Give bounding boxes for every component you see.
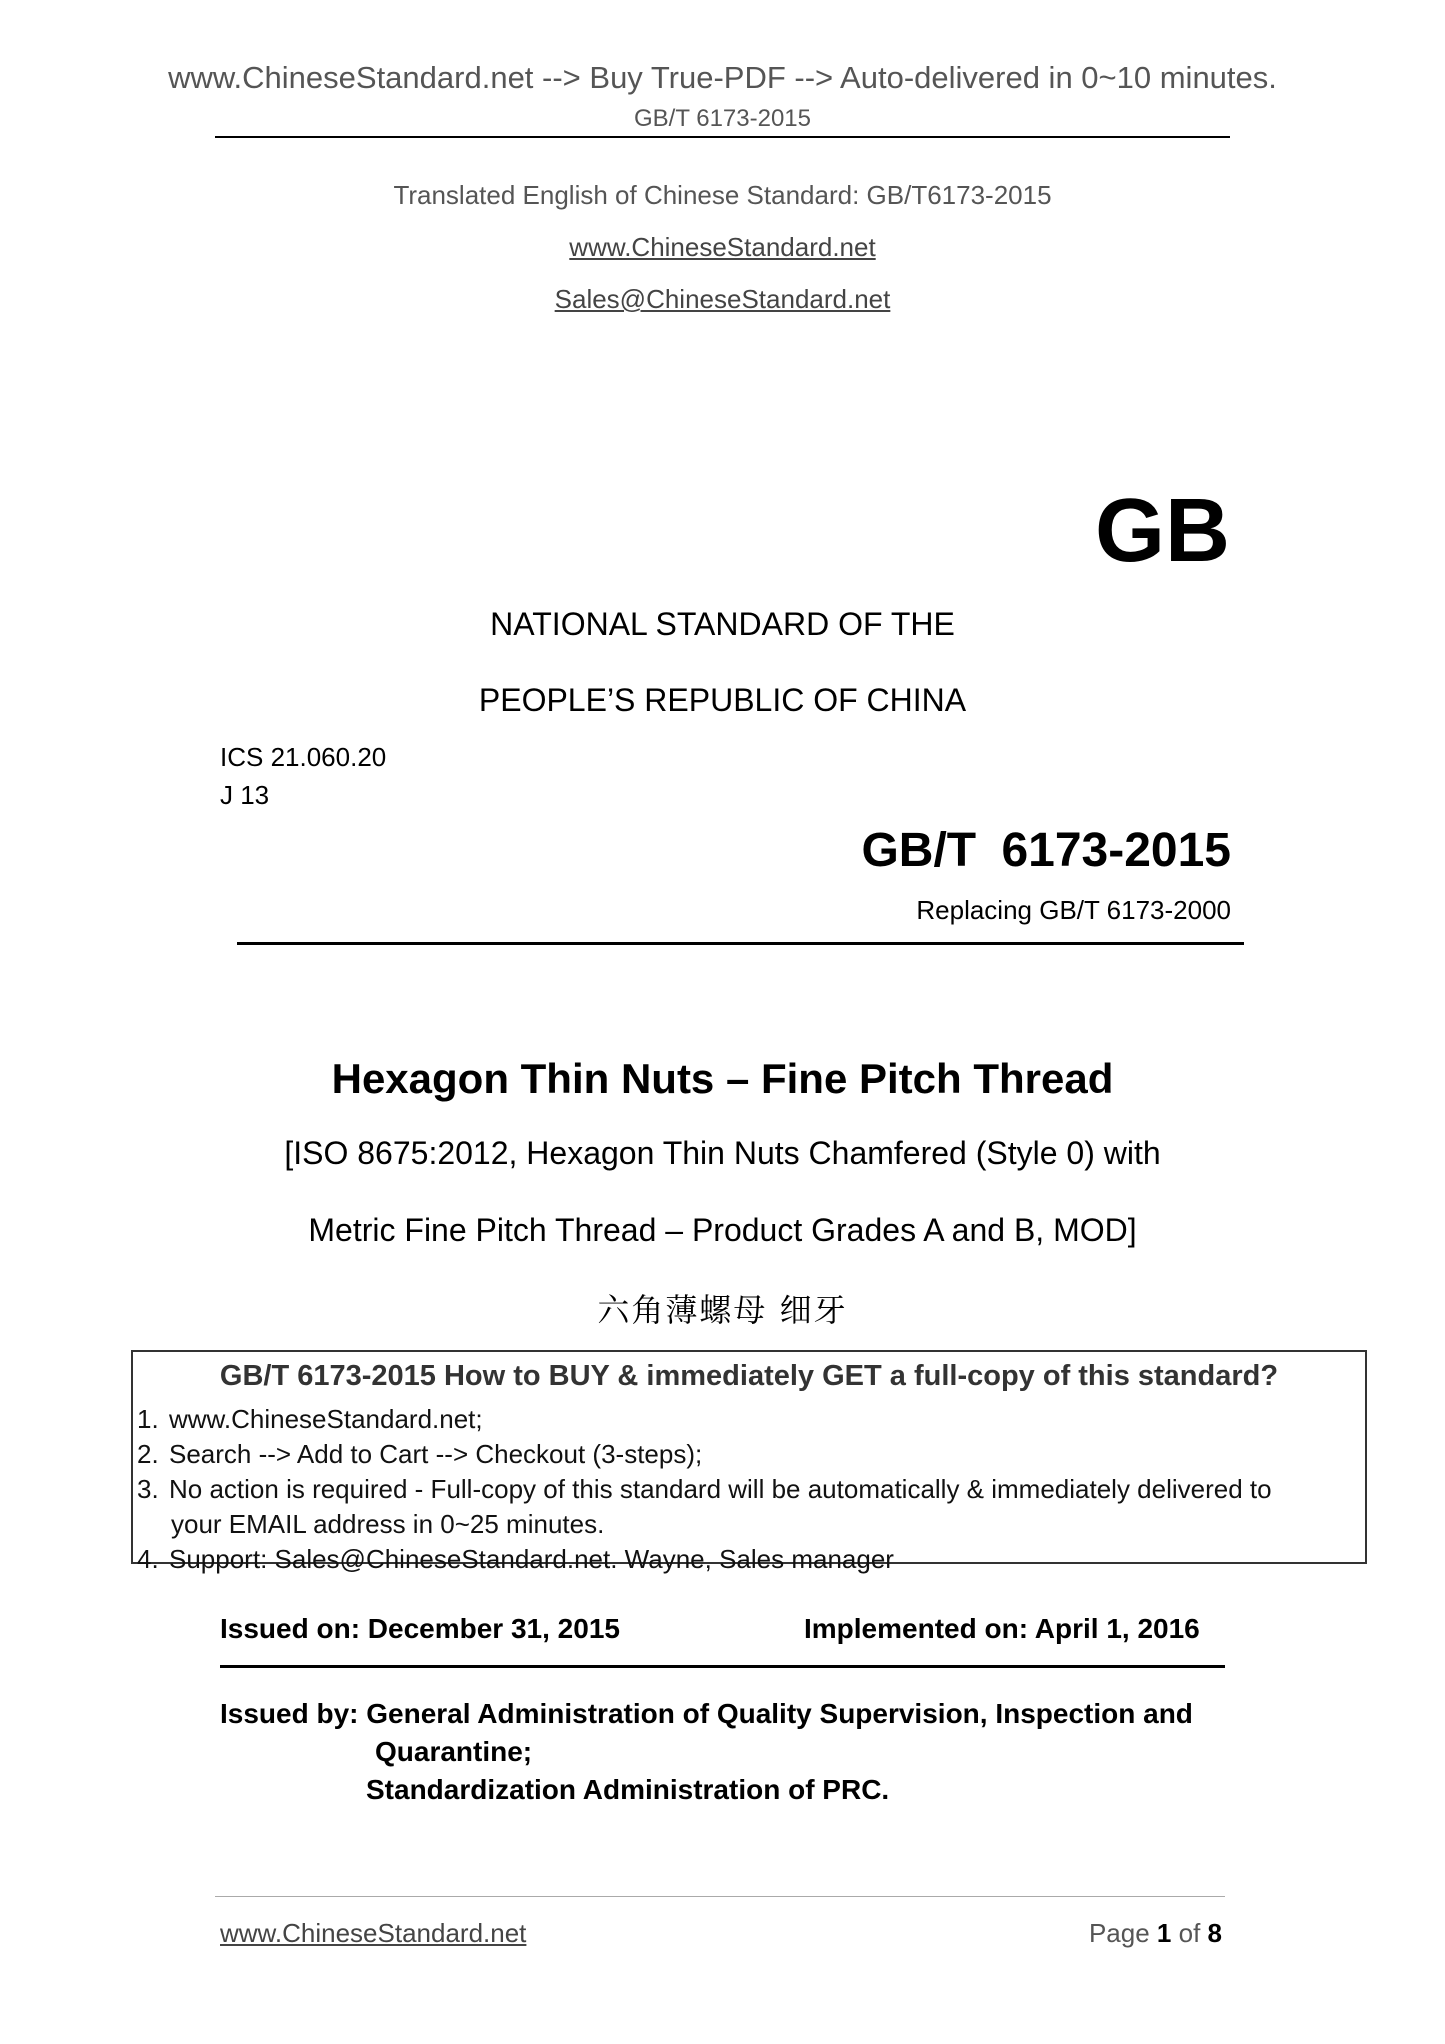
buy-step-text[interactable]: www.ChineseStandard.net;	[169, 1404, 483, 1434]
national-standard-line-1: NATIONAL STANDARD OF THE	[490, 606, 955, 642]
site-link-wrapper	[0, 232, 1445, 263]
buy-step-number: 4.	[137, 1544, 159, 1574]
national-standard-line-2: PEOPLE’S REPUBLIC OF CHINA	[478, 682, 967, 718]
issued-on-date: Issued on: December 31, 2015	[220, 1613, 620, 1644]
footer-divider	[215, 1896, 1225, 1897]
document-title: Hexagon Thin Nuts – Fine Pitch Thread	[331, 1055, 1114, 1102]
buy-step-number: 2.	[137, 1439, 159, 1469]
buy-step-text: No action is required - Full-copy of this standard will be automatically & immediately delivered to	[169, 1474, 1272, 1504]
top-banner: www.ChineseStandard.net --> Buy True-PDF --> Auto-delivered in 0~10 minutes.	[168, 60, 1277, 95]
iso-reference-line-2: Metric Fine Pitch Thread – Product Grades A and B, MOD]	[308, 1212, 1137, 1248]
issued-by-line-3: Standardization Administration of PRC.	[366, 1774, 890, 1805]
replacing-note: Replacing GB/T 6173-2000	[916, 895, 1231, 925]
buy-step-number: 3.	[137, 1474, 159, 1504]
chinese-title: 六角薄螺母 细牙	[597, 1291, 848, 1329]
page-total: 8	[1207, 1918, 1222, 1948]
page-current: 1	[1156, 1918, 1172, 1948]
site-link[interactable]: www.ChineseStandard.net	[569, 232, 876, 262]
buy-step-continuation	[171, 1509, 604, 1540]
buy-step	[137, 1544, 894, 1575]
issued-by-line-2: Quarantine;	[375, 1736, 533, 1767]
buy-step	[137, 1439, 702, 1470]
header-standard-code: GB/T 6173-2015	[633, 105, 811, 132]
ics-code: ICS 21.060.20	[220, 742, 387, 772]
header-divider	[215, 136, 1230, 138]
buy-step-number: 1.	[137, 1404, 159, 1434]
sales-email-wrapper	[0, 284, 1445, 315]
translated-notice: Translated English of Chinese Standard: GB/T6173-2015	[393, 180, 1052, 210]
sales-email-link[interactable]: Sales@ChineseStandard.net	[554, 284, 891, 314]
standard-number: GB/T 6173-2015	[861, 824, 1231, 877]
implemented-on-date: Implemented on: April 1, 2016	[804, 1613, 1200, 1644]
footer-site-link[interactable]: www.ChineseStandard.net	[220, 1918, 527, 1948]
j-code: J 13	[220, 780, 270, 810]
buy-step-text: your EMAIL address in 0~25 minutes.	[171, 1509, 605, 1539]
iso-reference-line-1: [ISO 8675:2012, Hexagon Thin Nuts Chamfered (Style 0) with	[284, 1135, 1161, 1171]
buy-instructions-box	[131, 1350, 1367, 1574]
page-prefix: Page	[1088, 1918, 1157, 1948]
page-mid: of	[1171, 1918, 1208, 1948]
issued-by-line-1: Issued by: General Administration of Quality Supervision, Inspection and	[220, 1698, 1193, 1729]
buy-step-text: Support: Sales@ChineseStandard.net. Wayne, Sales manager	[169, 1544, 894, 1574]
gb-logo: GB	[1095, 481, 1230, 581]
title-divider	[237, 942, 1244, 945]
buy-step-text: Search --> Add to Cart --> Checkout (3-steps);	[169, 1439, 703, 1469]
buy-box-heading: GB/T 6173-2015 How to BUY & immediately GET a full-copy of this standard?	[219, 1360, 1279, 1392]
footer-link-wrapper	[220, 1918, 526, 1949]
buy-step	[137, 1404, 483, 1435]
issue-divider	[220, 1665, 1225, 1668]
buy-step	[137, 1474, 1272, 1505]
page-indicator	[960, 1918, 1222, 1949]
